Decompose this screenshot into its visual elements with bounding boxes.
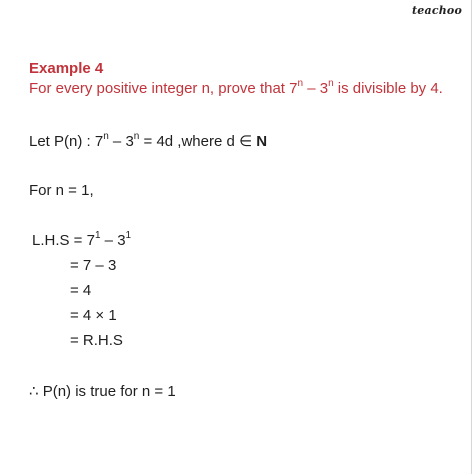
let-exponent-2: n [133,131,140,142]
problem-text-mid: – 3 [303,80,329,97]
lhs-exponent-2: 1 [125,230,132,241]
lhs-text-mid: – 3 [100,232,126,249]
lhs-line [32,232,131,249]
let-text-mid: – 3 [108,133,134,150]
teachoo-watermark: teachoo [412,4,462,17]
step-line: = 7 – 3 [70,257,117,274]
let-text-pre: Let P(n) : 7 [29,133,104,150]
step-line: = 4 [70,282,92,299]
problem-statement [29,80,443,97]
let-exponent-1: n [103,131,109,142]
step-line: = 4 × 1 [70,307,117,324]
lhs-exponent-1: 1 [94,230,101,241]
step-line: = R.H.S [70,332,123,349]
problem-text-post: is divisible by 4. [333,80,443,97]
problem-exponent-2: n [328,78,334,89]
natural-numbers-symbol: N [256,133,268,150]
conclusion: ∴ P(n) is true for n = 1 [29,383,176,400]
let-statement [29,132,267,150]
page-border [471,0,472,474]
problem-text-pre: For every positive integer n, prove that 7 [29,80,298,97]
example-heading: Example 4 [29,60,104,77]
let-text-post: = 4d ,where d ∈ [139,133,257,150]
lhs-text-pre: L.H.S = 7 [32,232,95,249]
problem-exponent-1: n [297,78,304,89]
for-n-equals-1: For n = 1, [29,182,94,199]
